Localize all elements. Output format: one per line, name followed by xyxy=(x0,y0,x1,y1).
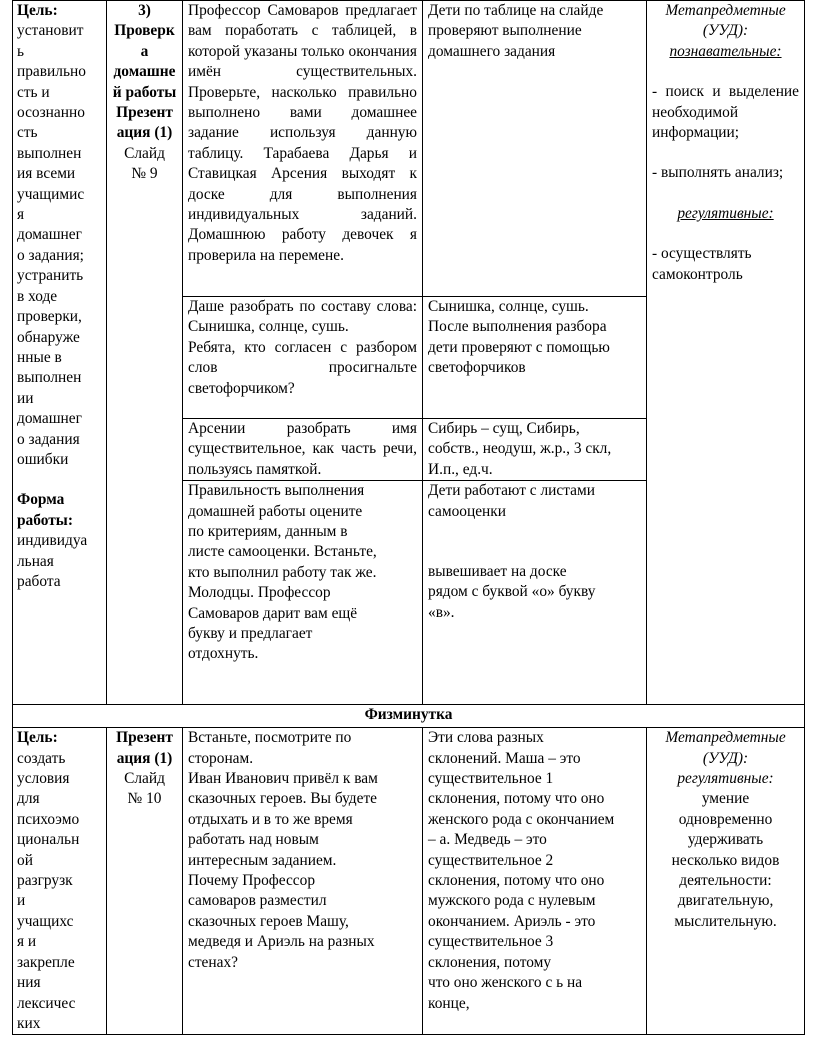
break-students-cell xyxy=(423,728,647,1035)
break-stage-title: Презент ация (1) xyxy=(116,729,173,767)
students-text-1: Дети по таблице на слайде проверяют выполнение домашнего задания xyxy=(428,2,604,60)
students-cell-1 xyxy=(423,1,647,297)
break-students-text: Эти слова разных склонений. Маша – это существительное 1 склонения, потому что оно женского рода с окончанием – а. Медведь – это существительное 2 склонения, потому что оно мужского рода с нулевым окончанием. Ариэль - это существительное 3 склонения, потому что оно женского с ь на конце, xyxy=(428,729,615,1012)
break-stage-slide: Слайд № 10 xyxy=(124,770,165,808)
break-uud-text: умение одновременно удерживать несколько видов деятельности: двигательную, мыслительную. xyxy=(671,790,780,930)
break-teacher-cell xyxy=(183,728,423,1035)
teacher-text-4: Правильность выполнения домашней работы оцените по критериям, данным в листе самооценки. Встаньте, кто выполнил работу так же. Молодцы. Профессор Самоваров дарит вам ещё букву и предлагает отдохнуть. xyxy=(188,482,377,663)
form-label: Форма работы: xyxy=(17,491,73,529)
teacher-text-3: Арсении разобрать имя существительное, как часть речи, пользуясь памяткой. xyxy=(188,420,417,478)
stage-slide: Слайд № 9 xyxy=(124,144,165,183)
break-teacher-text: Встаньте, посмотрите по сторонам. Иван Иванович привёл к вам сказочных героев. Вы будете отдыхать и в то же время работать над новым интересным заданием. Почему Профессор самоваров разместил сказочных героев Машу, медведя и Ариэль на разных стенах? xyxy=(188,729,378,971)
break-uud-cell xyxy=(647,728,805,1035)
break-goal-cell xyxy=(13,728,107,1035)
uud-reg-label: регулятивные: xyxy=(677,204,774,222)
teacher-text-1: Профессор Самоваров предлагает вам поработать с таблицей, в которой указаны только окончания имён существительных. Проверьте, насколько правильно выполнено вами домашнее задание используя данную таблицу. Тарабаева Дарья и Ставицкая Арсения выходят к доске для выполнения индивидуальных заданий. Домашнюю работу девочек я проверила на перемене. xyxy=(188,2,417,264)
break-stage-cell xyxy=(107,728,183,1035)
fizminutka-row xyxy=(13,705,805,728)
uud-cell xyxy=(647,1,805,705)
break-row xyxy=(13,728,805,1035)
break-goal-label: Цель: xyxy=(17,729,58,747)
teacher-cell-1 xyxy=(183,1,423,297)
teacher-text-2: Даше разобрать по составу слова: Сынишка, солнце, сушь. Ребята, кто согласен с разбором слов просигнальте светофорчиком? xyxy=(188,298,417,397)
goal-label: Цель: xyxy=(17,2,58,19)
goal-cell xyxy=(13,1,107,705)
fizminutka-title: Физминутка xyxy=(13,705,805,728)
teacher-cell-4 xyxy=(183,481,423,705)
uud-cognitive-label: познавательные: xyxy=(669,42,782,60)
lesson-plan-page xyxy=(12,0,804,1036)
stage-cell xyxy=(107,1,183,705)
break-goal-text: создать условия для психоэмо циональн ой разгрузк и учащихс я и закрепле ния лексичес ких xyxy=(17,749,80,1032)
stage-title: 3) Проверк а домашне й работы Презент ация (1) xyxy=(112,2,177,142)
teacher-cell-2 xyxy=(183,297,423,419)
goal-text: установит ь правильно сть и осознанно сть выполнен ия всеми учащимис я домашнег о задания; устранить в ходе проверки, обнаруже нные в выполнен ии домашнег о задания ошибки xyxy=(17,22,86,468)
students-text-3: Сибирь – сущ, Сибирь, собств., неодуш, ж.р., 3 скл, И.п., ед.ч. xyxy=(428,420,612,478)
break-uud-reg-label: регулятивные: xyxy=(677,770,774,788)
form-text: индивидуа льная работа xyxy=(17,532,88,590)
teacher-cell-3 xyxy=(183,419,423,481)
lesson-plan-table xyxy=(12,0,805,1035)
homework-row-a xyxy=(13,1,805,297)
uud-cog-item-2: - выполнять анализ; xyxy=(652,164,784,182)
uud-cog-item-1: - поиск и выделение необходимой информации; xyxy=(652,83,799,142)
students-cell-3 xyxy=(423,419,647,481)
uud-reg-item-1: - осуществлять самоконтроль xyxy=(652,245,752,283)
uud-title: Метапредметные (УУД): познавательные: xyxy=(665,2,786,60)
students-text-2: Сынишка, солнце, сушь. После выполнения разбора дети проверяют с помощью светофорчиков xyxy=(428,298,610,377)
students-cell-2 xyxy=(423,297,647,419)
break-uud-title: Метапредметные (УУД): xyxy=(665,729,786,767)
students-text-5: вывешивает на доске рядом с буквой «о» букву «в». xyxy=(428,563,596,621)
students-text-4: Дети работают с листами самооценки xyxy=(428,482,595,520)
students-cell-4 xyxy=(423,481,647,705)
